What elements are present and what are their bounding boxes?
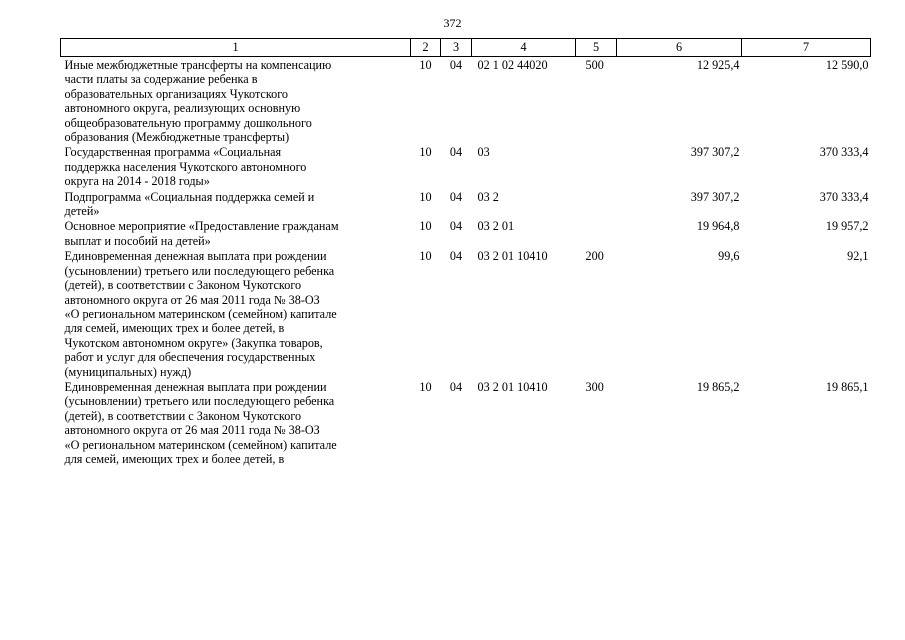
row-c7-cell: 19 957,2: [825, 219, 869, 234]
table-row: [61, 144, 871, 188]
row-name-line: автономного округа от 26 мая 2011 года № 38-ОЗ: [64, 423, 320, 438]
table-row: [61, 189, 871, 219]
row-c3-cell: 04: [449, 249, 463, 264]
row-c3-cell: 04: [449, 58, 463, 72]
row-c2-cell: 10: [419, 219, 432, 234]
row-name-line: автономного округа от 26 мая 2011 года № 38-ОЗ: [64, 292, 320, 307]
row-name-cell: [61, 218, 411, 248]
row-c3-cell: 04: [449, 219, 463, 234]
row-name-line: автономного округа, реализующих основную: [64, 101, 301, 116]
row-c2-cell: 10: [419, 58, 432, 72]
row-name-line: образовательных организациях Чукотского: [64, 86, 289, 101]
row-name-line: (усыновлении) третьего или последующего ребенка: [64, 394, 335, 409]
header-col-7: 7: [742, 39, 871, 57]
row-c5-cell: [576, 218, 617, 248]
header-col-2: 2: [411, 39, 441, 57]
row-name-line: поддержка населения Чукотского автономного: [64, 159, 307, 174]
row-name-line: для семей, имеющих трех и более детей, в: [64, 451, 285, 466]
row-name-cell: [61, 379, 411, 466]
row-name-line: Единовременная денежная выплата при рождении: [64, 249, 327, 264]
row-name-line: для семей, имеющих трех и более детей, в: [64, 321, 285, 336]
budget-table: [60, 38, 871, 466]
row-c7-cell: 19 865,1: [825, 379, 869, 394]
row-c3-cell: 04: [449, 145, 463, 160]
row-c7-cell: 370 333,4: [819, 189, 869, 204]
row-name-line: «О региональном материнском (семейном) капитале: [64, 306, 337, 321]
header-col-1: 1: [61, 39, 411, 57]
row-c5-cell: [576, 189, 617, 219]
row-name-line: Единовременная денежная выплата при рождении: [64, 379, 327, 394]
row-name-line: (детей), в соответствии с Законом Чукотского: [64, 278, 302, 293]
header-col-5: 5: [576, 39, 617, 57]
row-c4-cell: 03 2 01: [477, 219, 515, 234]
row-name-line: «О региональном материнском (семейном) капитале: [64, 437, 337, 452]
row-name-cell: [61, 57, 411, 145]
table-row: [61, 248, 871, 379]
table-row: [61, 57, 871, 145]
row-c2-cell: 10: [419, 379, 432, 394]
table-row: [61, 379, 871, 466]
row-name-cell: [61, 144, 411, 188]
row-c6-cell: 19 865,2: [696, 379, 740, 394]
row-c7-cell: 12 590,0: [825, 58, 869, 72]
row-c7-cell: 92,1: [847, 249, 869, 264]
row-c4-cell: 03 2 01 10410: [477, 249, 548, 264]
row-name-line: детей»: [64, 204, 100, 219]
row-name-line: (усыновлении) третьего или последующего ребенка: [64, 263, 335, 278]
row-name-line: (детей), в соответствии с Законом Чукотского: [64, 408, 302, 423]
header-col-6: 6: [617, 39, 742, 57]
header-col-4: 4: [472, 39, 576, 57]
table-row: [61, 218, 871, 248]
row-name-line: выплат и пособий на детей»: [64, 233, 211, 248]
row-name-line: Основное мероприятие «Предоставление гражданам: [64, 219, 339, 234]
row-name-cell: [61, 189, 411, 219]
row-c2-cell: 10: [419, 145, 432, 160]
row-name-line: Чукотском автономном округе» (Закупка товаров,: [64, 335, 323, 350]
row-c4-cell: 02 1 02 44020: [477, 58, 548, 72]
row-name-line: работ и услуг для обеспечения государственных: [64, 350, 316, 365]
row-name-line: образования (Межбюджетные трансферты): [64, 130, 290, 145]
row-name-line: общеобразовательную программу дошкольного: [64, 115, 312, 130]
row-c4-cell: 03: [477, 145, 490, 160]
row-c6-cell: 12 925,4: [696, 58, 740, 72]
row-name-line: Иные межбюджетные трансферты на компенсацию: [64, 58, 332, 72]
row-c5-cell: 500: [585, 58, 604, 72]
row-c6-cell: 397 307,2: [690, 189, 740, 204]
row-c6-cell: 19 964,8: [696, 219, 740, 234]
row-c5-cell: [576, 144, 617, 188]
row-name-line: Государственная программа «Социальная: [64, 145, 282, 160]
row-c5-cell: 300: [585, 379, 604, 394]
row-c4-cell: 03 2 01 10410: [477, 379, 548, 394]
row-c3-cell: 04: [449, 379, 463, 394]
row-name-line: части платы за содержание ребенка в: [64, 72, 258, 87]
row-c2-cell: 10: [419, 189, 432, 204]
row-c6-cell: 397 307,2: [690, 145, 740, 160]
row-c3-cell: 04: [449, 189, 463, 204]
row-name-line: округа на 2014 - 2018 годы»: [64, 174, 210, 189]
row-c6-cell: 99,6: [718, 249, 740, 264]
row-c5-cell: 200: [585, 249, 604, 264]
row-name-cell: [61, 248, 411, 379]
header-col-3: 3: [441, 39, 472, 57]
row-c7-cell: 370 333,4: [819, 145, 869, 160]
row-c4-cell: 03 2: [477, 189, 499, 204]
row-c2-cell: 10: [419, 249, 432, 264]
row-name-line: (муниципальных) нужд): [64, 364, 192, 379]
page-number: 372: [443, 16, 462, 30]
row-name-line: Подпрограмма «Социальная поддержка семей и: [64, 189, 315, 204]
header-row: [61, 39, 871, 57]
